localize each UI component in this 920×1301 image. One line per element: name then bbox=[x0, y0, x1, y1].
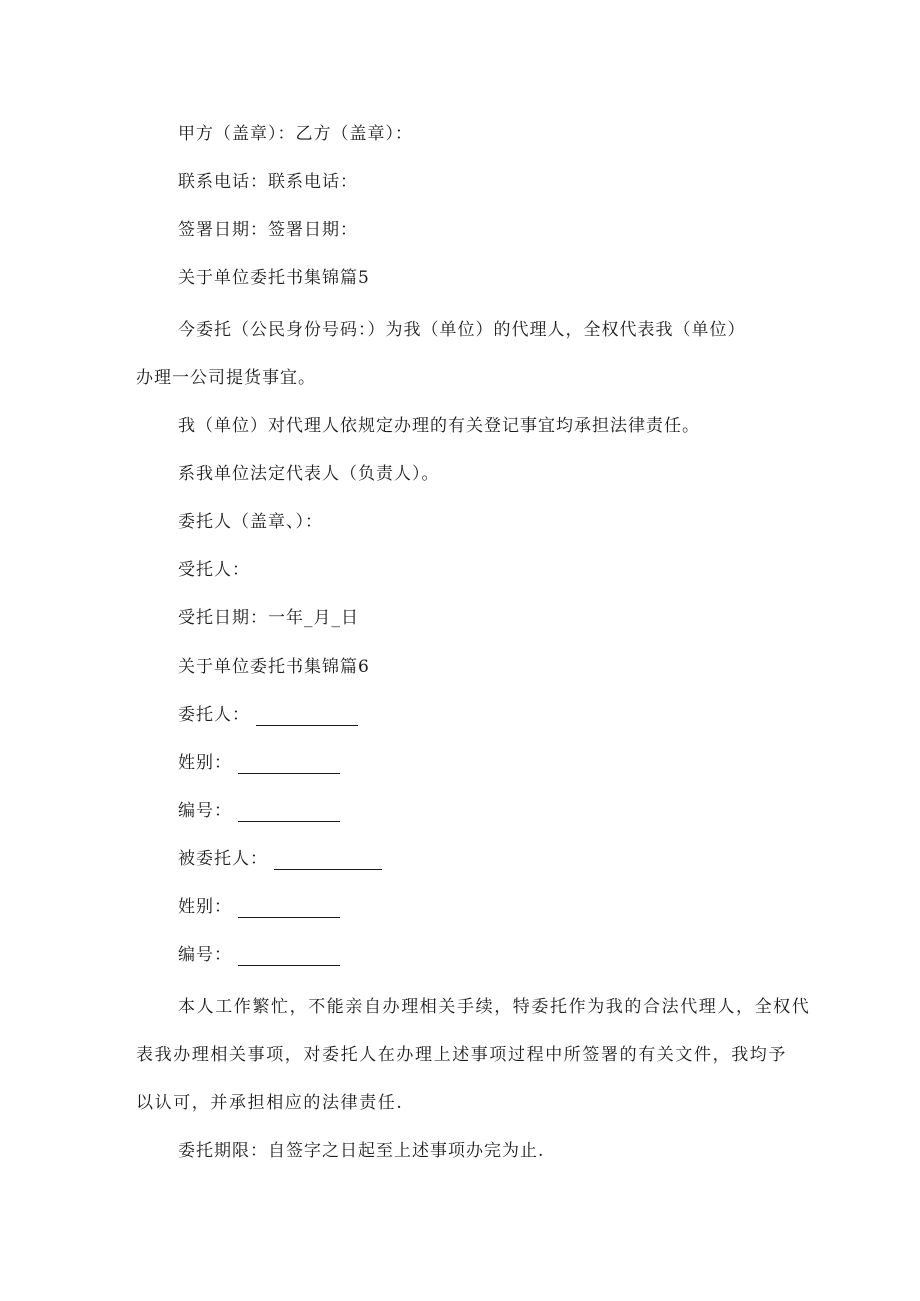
closing-paragraph-line-2: 表我办理相关事项，对委托人在办理上述事项过程中所签署的有关文件，我均予 bbox=[136, 1045, 787, 1065]
closing-paragraph-line-1: 本人工作繁忙，不能亲自办理相关手续，特委托作为我的合法代理人，全权代 bbox=[178, 997, 811, 1017]
blank-underline bbox=[238, 896, 340, 918]
contact-phone-line: 联系电话：联系电话： bbox=[178, 172, 358, 192]
blank-underline bbox=[238, 752, 340, 774]
entrust-paragraph-line-1: 今委托（公民身份号码：）为我（单位）的代理人，全权代表我（单位） bbox=[178, 320, 746, 340]
principal-seal-line: 委托人（盖章、）： bbox=[178, 512, 323, 532]
form-field-agent-gender bbox=[178, 896, 340, 918]
closing-paragraph-line-3: 以认可，并承担相应的法律责任. bbox=[136, 1093, 404, 1113]
entrust-paragraph-line-2: 办理一公司提货事宜。 bbox=[136, 368, 316, 388]
field-label: 编号： bbox=[178, 945, 232, 965]
field-label: 编号： bbox=[178, 801, 232, 821]
field-label: 姓别： bbox=[178, 753, 232, 773]
field-label: 委托人： bbox=[178, 705, 250, 725]
legal-representative-line: 系我单位法定代表人（负责人）。 bbox=[178, 464, 440, 484]
blank-underline bbox=[238, 800, 340, 822]
field-label: 被委托人： bbox=[178, 849, 268, 869]
blank-underline bbox=[256, 704, 358, 726]
form-field-gender bbox=[178, 752, 340, 774]
entrust-period-line: 委托期限：自签字之日起至上述事项办完为止. bbox=[178, 1141, 545, 1161]
agent-line: 受托人： bbox=[178, 560, 250, 580]
section-heading-5: 关于单位委托书集锦篇5 bbox=[178, 268, 370, 288]
signing-date-line: 签署日期：签署日期： bbox=[178, 220, 358, 240]
entrust-date-line: 受托日期：一年_月_日 bbox=[178, 608, 359, 628]
form-field-number bbox=[178, 800, 340, 822]
blank-underline bbox=[238, 944, 340, 966]
form-field-principal bbox=[178, 704, 358, 726]
blank-underline bbox=[274, 848, 382, 870]
form-field-agent bbox=[178, 848, 382, 870]
liability-paragraph: 我（单位）对代理人依规定办理的有关登记事宜均承担法律责任。 bbox=[178, 416, 700, 436]
field-label: 姓别： bbox=[178, 897, 232, 917]
section-heading-6: 关于单位委托书集锦篇6 bbox=[178, 657, 370, 677]
form-field-agent-number bbox=[178, 944, 340, 966]
party-seal-line: 甲方（盖章）：乙方（盖章）： bbox=[178, 124, 413, 144]
